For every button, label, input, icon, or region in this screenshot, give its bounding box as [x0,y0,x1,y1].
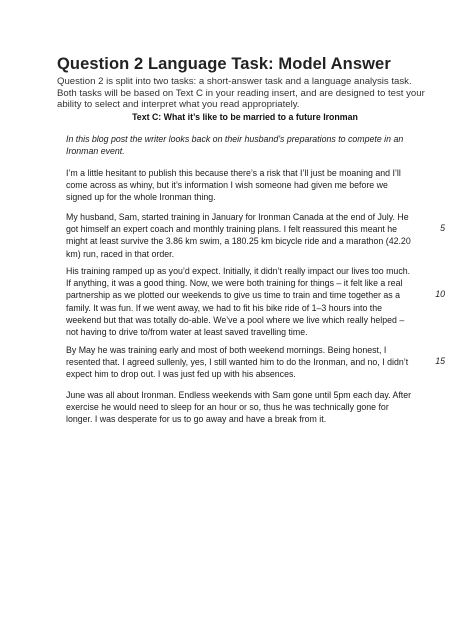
blog-paragraph-1 [66,167,416,204]
blog-paragraph-4 [66,344,416,381]
page-title: Question 2 Language Task: Model Answer [57,55,391,73]
blog-paragraph: By May he was training early and most of both weekend mornings. Being honest, I resented that. I agreed sullenly, yes, I still wanted him to do the Ironman, and no, I didn’t expect him to drop out. I was just fed up with his absences. [66,345,409,380]
blog-paragraph-3 [66,265,416,338]
line-number: 5 [440,223,445,233]
blog-paragraph-2 [66,211,416,260]
blog-paragraph: June was all about Ironman. Endless weekends with Sam gone until 5pm each day. After exercise he would need to sleep for an hour or so, thus he was technically gone for longer. I was desperate for us to go away and have a break from it. [66,390,412,425]
line-number: 15 [435,356,445,366]
blog-paragraph: In this blog post the writer looks back on their husband’s preparations to compete in an Ironman event. [66,134,404,157]
line-number: 10 [435,289,445,299]
blog-paragraph: His training ramped up as you’d expect. Initially, it didn’t really impact our lives too much. If anything, it was a good thing. Now, we were both training for things – it felt like a real partnership as we plotted our weekends to give us time to train and time together as a family. It was fun. If we went away, we had to fit his bike ride of 1–3 hours into the weekend but that was totally do-able. We’ve a pool where we live which really helped – not having to drive to/from water at least saved travelling time. [66,266,411,338]
text-heading [0,112,474,122]
blog-paragraph: I’m a little hesitant to publish this because there’s a risk that I’ll just be moaning and I’ll come across as whiny, but it’s information I wish someone had given me before we signed up for the whole Ironman thing. [66,168,401,203]
blog-intro [66,133,416,157]
blog-paragraph: My husband, Sam, started training in January for Ironman Canada at the end of July. He got himself an expert coach and monthly training plans. I felt reassured this meant he might at least survive the 3.86 km swim, a 180.25 km bicycle ride and a marathon (42.20 km) run, raced in that order. [66,212,411,259]
intro-paragraph: Question 2 is split into two tasks: a short-answer task and a language analysis task. Both tasks will be based on Text C in your reading insert, and are designed to test your ability to select and interpret what you read appropriately. [57,76,425,111]
text-heading-label: Text C: What it’s like to be married to a future Ironman [132,112,358,122]
blog-paragraph-5 [66,389,416,426]
